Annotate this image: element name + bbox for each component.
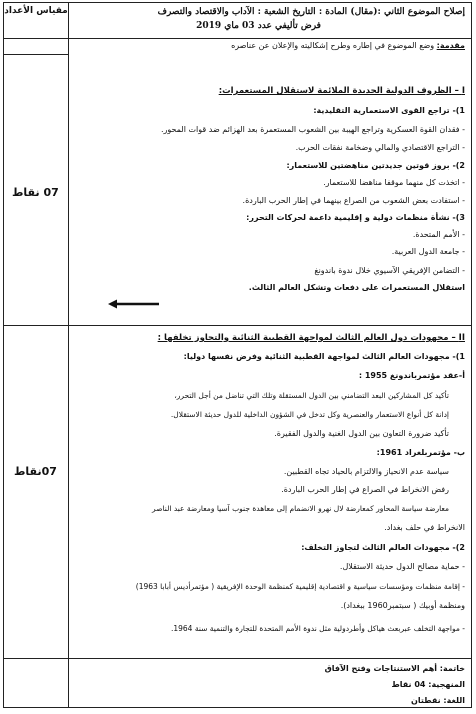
scale-column-divider: [68, 3, 69, 707]
section2-line: أ-عقد مؤتمرباندونغ 1955 :: [358, 371, 465, 380]
section1-line: - جامعة الدول العربية.: [391, 247, 465, 256]
section1-line: 3)- نشأة منظمات دولية و إقليمية داعمة لحركات التحرر:: [246, 213, 465, 222]
section1-mark: 07 نقاط: [12, 186, 59, 199]
section2-line: سياسة عدم الانحياز والالتزام بالحياد تجاه القطبين.: [283, 467, 449, 476]
section2-line: الانخراط في حلف بغداد.: [384, 523, 465, 532]
intro-divider-left: [4, 54, 68, 55]
section1-line: - التراجع الاقتصادي والمالي وضخامة نفقات الحرب.: [295, 143, 465, 152]
section2-line: ب- مؤتمربلغراد 1961:: [376, 448, 465, 457]
intro-label: مقدمة:: [436, 41, 465, 50]
language-line: اللغة: نقطتان: [410, 696, 465, 705]
section2-line: تأكيد ضرورة التعاون بين الدول الغنية والدول الفقيرة.: [274, 429, 449, 438]
section1-line: - اتخذت كل منهما موقفا مناهضا للاستعمار.: [323, 178, 465, 187]
intro-text: وضع الموضوع في إطاره وطرح إشكاليته والإعلان عن عناصره: [231, 41, 437, 50]
section1-line: - فقدان القوة العسكرية وتراجع الهيبة بين الشعوب المستعمرة بعد الهزائم ضد قوات المحور.: [160, 125, 465, 134]
conclusion-line: خاتمة: أهم الاستنتاجات وفتح الآفاق: [324, 664, 465, 673]
section2-line: تأكيد كل المشاركين البعد التضامني بين الدول المستقلة وتلك التي تناضل من أجل التحرر،: [174, 391, 449, 400]
section1-title: I – الظروف الدولية الجديدة الملائمة لاستقلال المستعمرات:: [218, 86, 465, 96]
section2-line: إدانة كل أنواع الاستعمار والعنصرية وكل تدخل في الشؤون الداخلية للدول حديثة الاستقلال.: [170, 410, 449, 419]
section1-line: - استفادت بعض الشعوب من الصراع بينهما في إطار الحرب الباردة.: [242, 196, 465, 205]
section2-line: ومنظمة أوبيك ( سبتمبر1960 ببغداد).: [340, 601, 465, 610]
arrow-icon: [108, 299, 160, 309]
section1-conclusion: استقلال المستعمرات على دفعات وتشكل العالم الثالث.: [248, 283, 465, 292]
table-frame: [3, 2, 472, 708]
header-exam: فرض تأليفي عدد 03 ماي 2019: [196, 21, 321, 31]
section1-line: 1)- تراجع القوى الاستعمارية التقليدية:: [313, 106, 465, 115]
section2-title: II – مجهودات دول العالم الثالث لمواجهة القطبية الثنائية والتجاوز تخلفها :: [157, 333, 465, 343]
section2-line: معارضة سياسة المحاور كمعارضة لال نهرو الانضمام إلى معاهدة جنوب آسيا ومعارضة عبد الناصر: [152, 504, 449, 513]
section2-line: 2)- مجهودات العالم الثالث لتجاوز التخلف:: [301, 543, 465, 552]
section1-line: 2)- بروز قوتين جديدتين مناهضتين للاستعمار:: [286, 161, 465, 170]
footer-divider: [4, 658, 471, 659]
header-divider: [4, 38, 471, 39]
section2-line: رفض الانخراط في الصراع في إطار الحرب الباردة.: [281, 485, 449, 494]
section-divider: [4, 325, 471, 326]
section2-line: - مواجهة التخلف عبربعث هياكل وأطردولية مثل ندوة الأمم المتحدة للتجارة والتنمية سنة 1964.: [170, 624, 465, 633]
section1-line: - الأمم المتحدة.: [412, 230, 465, 239]
section2-line: 1)- مجهودات العالم الثالث لمواجهة القطبية الثنائية وفرض نفسها دوليا:: [183, 352, 465, 361]
section2-line: - إقامة منظمات ومؤسسات سياسية و اقتصادية إقليمية كمنظمة الوحدة الإفريقية ( مؤتمرأديس أبابا 1963): [135, 582, 465, 591]
scale-column-header: مقياس الأعداد: [4, 6, 68, 16]
section2-line: - حماية مصالح الدول حديثة الاستقلال.: [339, 562, 465, 571]
methodology-line: المنهجية: 04 نقاط: [391, 680, 465, 689]
header-title: إصلاح الموضوع الثاني :(مقال) المادة : التاريخ الشعبة : الآداب والاقتصاد والتصرف: [157, 7, 465, 17]
section2-mark: 07نقاط: [14, 465, 57, 478]
introduction: [231, 41, 465, 51]
section1-line: - التضامن الإفريقي الآسيوي خلال ندوة باندونغ: [314, 266, 465, 275]
